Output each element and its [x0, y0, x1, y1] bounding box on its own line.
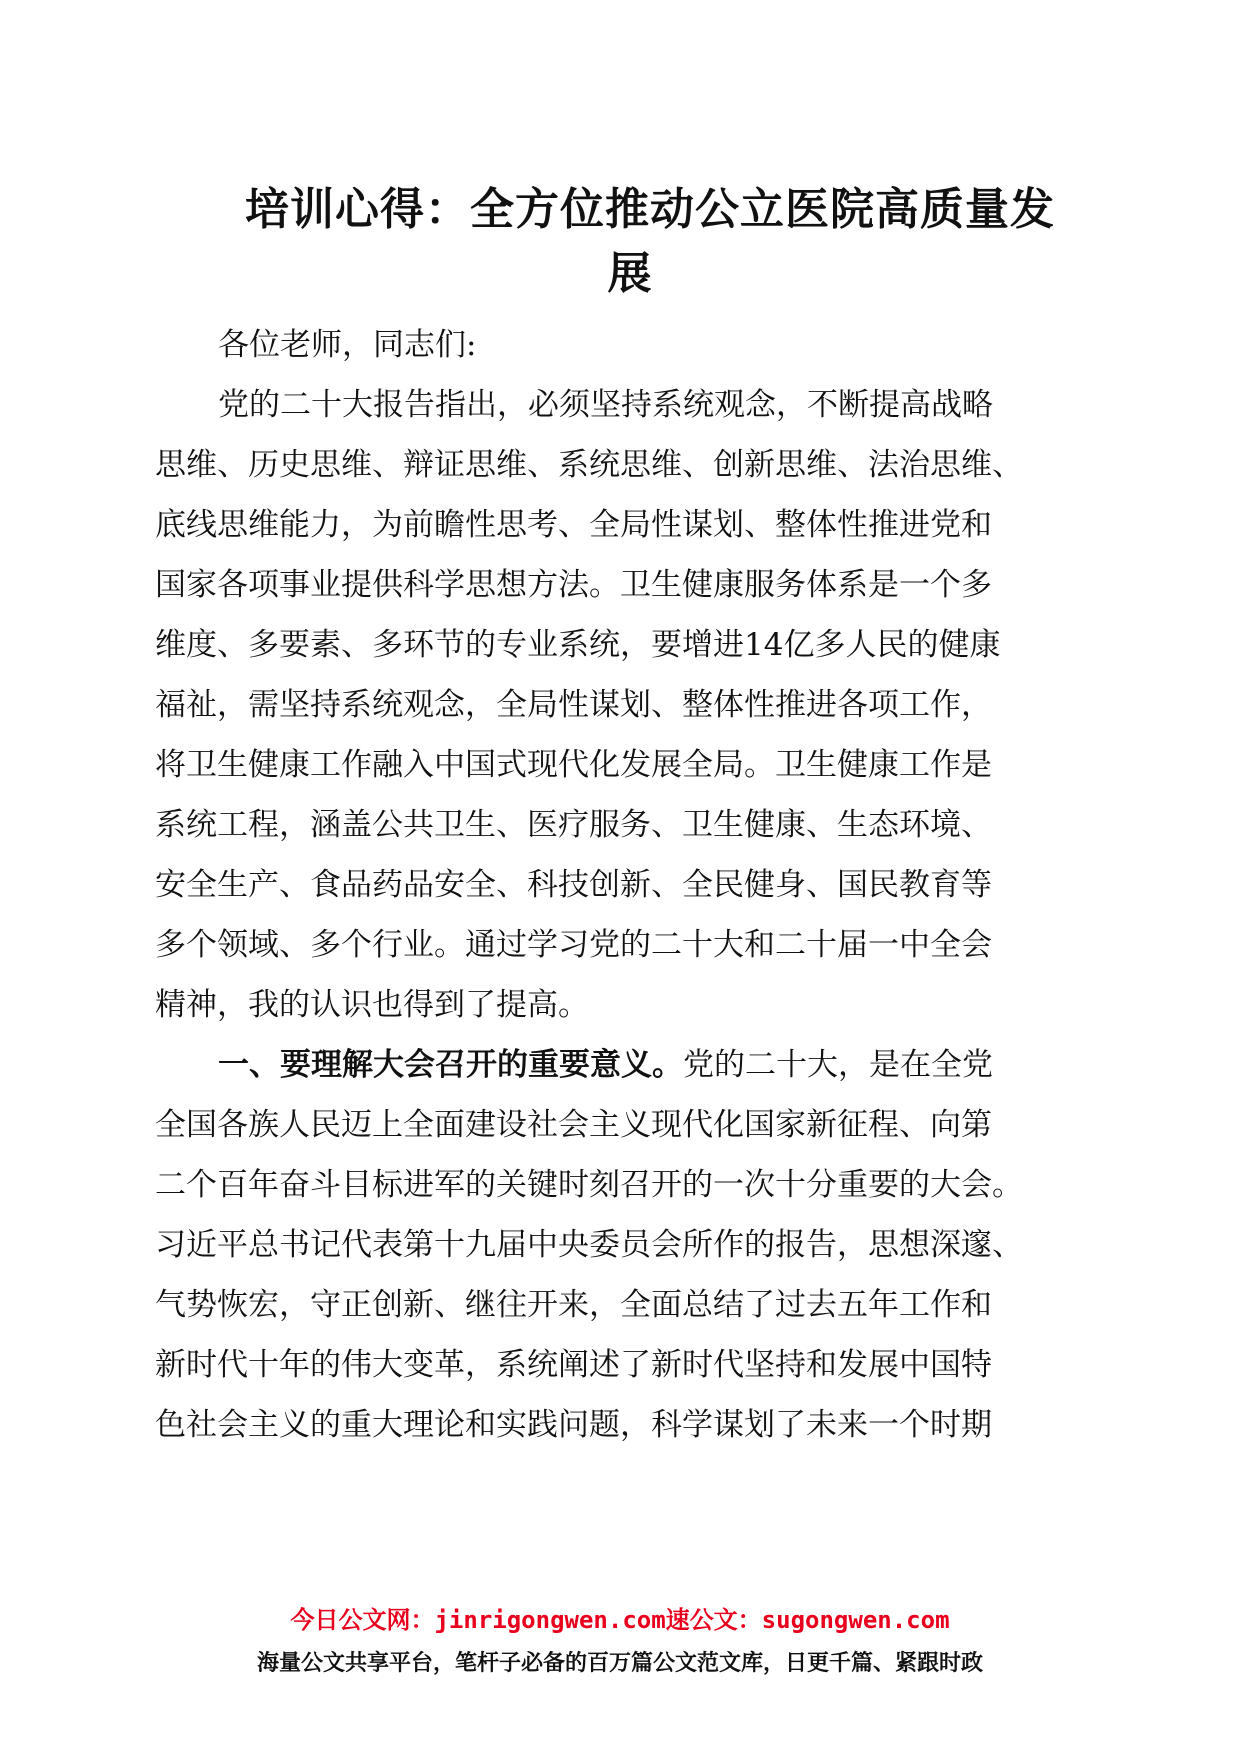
para1-line: 将卫生健康工作融入中国式现代化发展全局。卫生健康工作是	[155, 747, 992, 783]
para1-line: 思维、历史思维、辩证思维、系统思维、创新思维、法治思维、	[155, 447, 1023, 483]
title-line-1: 培训心得：全方位推动公立医院高质量发	[245, 184, 1055, 235]
footer-banner	[0, 1600, 1240, 1684]
site1-link[interactable]: jinrigongwen.com	[434, 1606, 666, 1634]
para1-line: 国家各项事业提供科学思想方法。卫生健康服务体系是一个多	[155, 567, 992, 603]
para1-line: 多个领域、多个行业。通过学习党的二十大和二十届一中全会	[155, 927, 992, 963]
para2-first-line	[218, 1045, 993, 1085]
para1-line: 维度、多要素、多环节的专业系统，要增进14亿多人民的健康	[155, 627, 1001, 663]
para2-line: 色社会主义的重大理论和实践问题，科学谋划了未来一个时期	[155, 1407, 992, 1443]
para1-line: 精神，我的认识也得到了提高。	[155, 987, 589, 1023]
page-title	[150, 178, 1090, 306]
para2-line: 习近平总书记代表第十九届中央委员会所作的报告，思想深邃、	[155, 1227, 1023, 1263]
site1-label: 今日公文网：	[290, 1606, 435, 1634]
para1-line: 系统工程，涵盖公共卫生、医疗服务、卫生健康、生态环境、	[155, 807, 992, 843]
para1-line: 底线思维能力，为前瞻性思考、全局性谋划、整体性推进党和	[155, 507, 992, 543]
footer-sites	[0, 1600, 1240, 1640]
section-heading: 一、要理解大会召开的重要意义。	[218, 1047, 683, 1083]
salutation: 各位老师，同志们:	[218, 327, 477, 363]
para2-line: 全国各族人民迈上全面建设社会主义现代化国家新征程、向第	[155, 1107, 992, 1143]
para2-first-rest: 党的二十大，是在全党	[683, 1047, 993, 1083]
title-line-2: 展	[607, 248, 653, 299]
para2-line: 新时代十年的伟大变革，系统阐述了新时代坚持和发展中国特	[155, 1347, 992, 1383]
para1-line: 福祉，需坚持系统观念，全局性谋划、整体性推进各项工作，	[155, 687, 992, 723]
para2-line: 气势恢宏，守正创新、继往开来，全面总结了过去五年工作和	[155, 1287, 992, 1323]
para2-line: 二个百年奋斗目标进军的关键时刻召开的一次十分重要的大会。	[155, 1167, 1023, 1203]
para1-line: 党的二十大报告指出，必须坚持系统观念，不断提高战略	[218, 387, 993, 423]
footer-slogan: 海量公文共享平台，笔杆子必备的百万篇公文范文库，日更千篇、紧跟时政	[256, 1651, 983, 1676]
site2-link[interactable]: sugongwen.com	[761, 1606, 950, 1634]
para1-line: 安全生产、食品药品安全、科技创新、全民健身、国民教育等	[155, 867, 992, 903]
site2-label: 速公文：	[665, 1606, 762, 1634]
